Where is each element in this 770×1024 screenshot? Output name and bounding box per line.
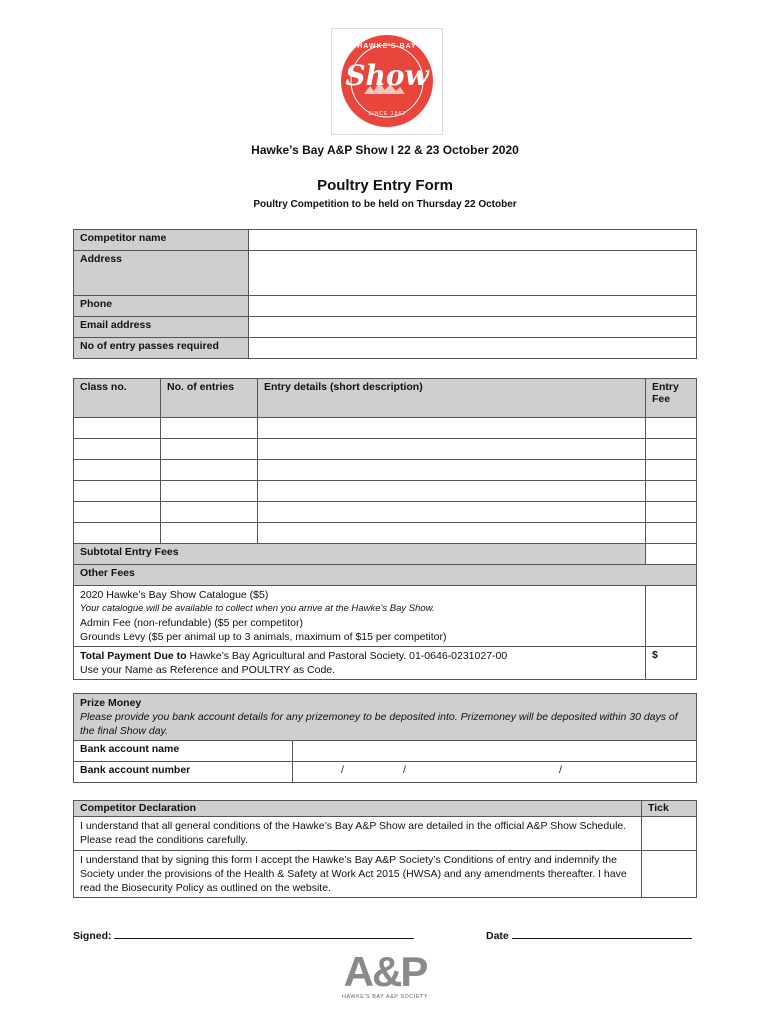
total-payment-label: Total Payment Due to: [80, 650, 187, 662]
declaration-text-2: I understand that by signing this form I accept the Hawke’s Bay A&P Society’s Conditions of entry and indemnify the Society under the provisions of the Health & Safety at Work Act 2015 (HWSA) and any amendments thereafter. I have read the Biosecurity Policy as outlined on the website.: [74, 851, 642, 898]
address-field[interactable]: [249, 251, 697, 296]
other-fees-field[interactable]: [646, 586, 697, 647]
entry-cell[interactable]: [161, 439, 258, 460]
date-label: Date: [486, 930, 509, 942]
logo-bottom-text: SINCE 1863: [368, 111, 406, 117]
total-payment-line: [80, 649, 639, 663]
phone-label: Phone: [74, 296, 249, 317]
email-label: Email address: [74, 317, 249, 338]
prize-title: Prize Money: [80, 697, 142, 709]
bank-number-field[interactable]: [293, 762, 697, 783]
address-label: Address: [74, 251, 249, 296]
total-payment-cell: [74, 647, 646, 680]
competitor-name-label: Competitor name: [74, 230, 249, 251]
tick-header: Tick: [642, 801, 697, 817]
entry-cell[interactable]: [74, 439, 161, 460]
subtotal-label: Subtotal Entry Fees: [74, 544, 646, 565]
entry-cell[interactable]: [161, 502, 258, 523]
admin-fee: Admin Fee (non-refundable) ($5 per competitor): [80, 617, 303, 629]
declaration-title: Competitor Declaration: [74, 801, 642, 817]
prize-table: [73, 693, 697, 783]
entry-cell[interactable]: [161, 523, 258, 544]
entry-cell[interactable]: [258, 439, 646, 460]
competitor-name-field[interactable]: [249, 230, 697, 251]
subtotal-field[interactable]: [646, 544, 697, 565]
entry-cell[interactable]: [161, 418, 258, 439]
entry-cell[interactable]: [74, 418, 161, 439]
logo-top-text: HAWKE'S BAY: [357, 43, 417, 50]
entry-cell[interactable]: [74, 523, 161, 544]
phone-field[interactable]: [249, 296, 697, 317]
entry-cell[interactable]: [74, 460, 161, 481]
entry-row: [74, 460, 697, 481]
signature-row: [73, 928, 414, 942]
col-entry-fee-line1: Entry: [652, 381, 679, 393]
entry-cell[interactable]: [74, 481, 161, 502]
ap-logo-sub: HAWKE'S BAY A&P SOCIETY: [341, 994, 428, 1000]
entry-row: [74, 502, 697, 523]
bank-name-label: Bank account name: [74, 741, 293, 762]
entries-table: [73, 378, 697, 680]
entry-cell[interactable]: [646, 523, 697, 544]
date-row: [486, 928, 692, 942]
entry-row: [74, 481, 697, 502]
entry-cell[interactable]: [258, 523, 646, 544]
ap-logo-main: A&P: [343, 948, 427, 995]
col-no-entries: No. of entries: [161, 379, 258, 418]
other-fees-label: Other Fees: [74, 565, 697, 586]
entry-cell[interactable]: [161, 481, 258, 502]
declaration-table: [73, 800, 697, 898]
entry-cell[interactable]: [258, 481, 646, 502]
total-payment-account: Hawke’s Bay Agricultural and Pastoral Society. 01-0646-0231027-00: [186, 650, 508, 662]
date-line[interactable]: [512, 928, 692, 939]
bank-name-field[interactable]: [293, 741, 697, 762]
competitor-table: [73, 229, 697, 359]
grounds-levy: Grounds Levy ($5 per animal up to 3 animals, maximum of $15 per competitor): [80, 631, 447, 643]
tick-box-1[interactable]: [642, 817, 697, 851]
entry-cell[interactable]: [74, 502, 161, 523]
prize-header: [74, 694, 697, 741]
total-dollar-field[interactable]: $: [646, 647, 697, 680]
tick-box-2[interactable]: [642, 851, 697, 898]
form-title: Poultry Entry Form: [317, 177, 453, 194]
entry-row: [74, 418, 697, 439]
entry-cell[interactable]: [646, 502, 697, 523]
entry-row: [74, 439, 697, 460]
entry-cell[interactable]: [258, 502, 646, 523]
entry-cell[interactable]: [161, 460, 258, 481]
bank-slash: /: [341, 764, 344, 776]
entry-cell[interactable]: [646, 439, 697, 460]
entry-cell[interactable]: [258, 460, 646, 481]
entry-passes-field[interactable]: [249, 338, 697, 359]
entry-cell[interactable]: [258, 418, 646, 439]
bank-slash: /: [559, 764, 562, 776]
entry-cell[interactable]: [646, 418, 697, 439]
entry-cell[interactable]: [646, 481, 697, 502]
show-line: Hawke’s Bay A&P Show I 22 & 23 October 2020: [251, 143, 519, 157]
signature-line[interactable]: [114, 928, 414, 939]
declaration-text-1: I understand that all general conditions of the Hawke’s Bay A&P Show are detailed in the official A&P Show Schedule. Please read the conditions carefully.: [74, 817, 642, 851]
logo-main-text: Show: [345, 59, 429, 92]
show-logo: [331, 28, 443, 135]
col-entry-details: Entry details (short description): [258, 379, 646, 418]
entry-cell[interactable]: [646, 460, 697, 481]
prize-note: Please provide you bank account details for any prizemoney to be deposited into. Prizemoney will be deposited within 30 days of the final Show day.: [80, 711, 678, 737]
ap-society-logo: [325, 948, 445, 1006]
bank-slash: /: [403, 764, 406, 776]
col-class-no: Class no.: [74, 379, 161, 418]
col-entry-fee-line2: Fee: [652, 393, 671, 405]
bank-number-label: Bank account number: [74, 762, 293, 783]
entry-passes-label: No of entry passes required: [74, 338, 249, 359]
catalogue-note: Your catalogue will be available to collect when you arrive at the Hawke’s Bay Show.: [80, 603, 435, 614]
email-field[interactable]: [249, 317, 697, 338]
form-subtitle: Poultry Competition to be held on Thursday 22 October: [253, 199, 517, 210]
signed-label: Signed:: [73, 930, 112, 942]
col-entry-fee: [646, 379, 697, 418]
catalogue-fee: 2020 Hawke’s Bay Show Catalogue ($5): [80, 589, 269, 601]
reference-instructions: Use your Name as Reference and POULTRY as Code.: [80, 664, 336, 676]
other-fees-details: [74, 586, 646, 647]
entry-row: [74, 523, 697, 544]
